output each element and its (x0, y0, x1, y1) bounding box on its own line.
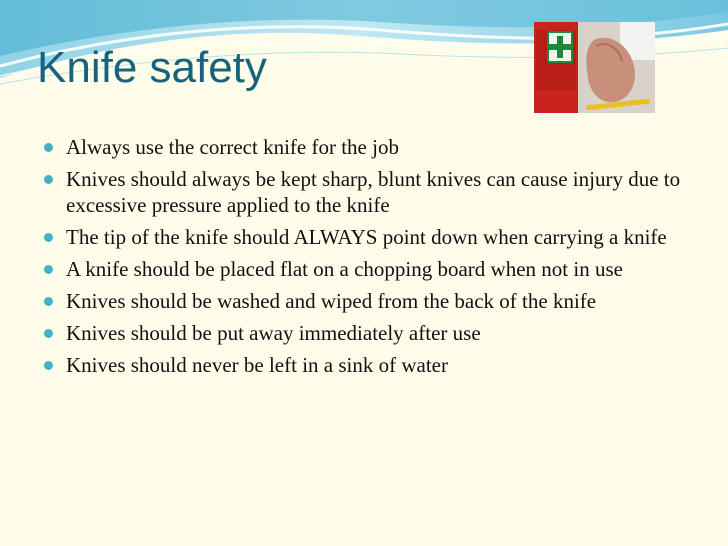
first-aid-kit-photo (534, 22, 655, 113)
bullet-dot-icon (44, 265, 53, 274)
bullet-text: Knives should never be left in a sink of water (66, 353, 448, 377)
bullet-item (44, 320, 694, 346)
bullet-dot-icon (44, 175, 53, 184)
bullet-text: Knives should be washed and wiped from the back of the knife (66, 289, 597, 313)
bullet-text: Knives should always be kept sharp, blunt knives can cause injury due to excessive pressure applied to the knife (66, 167, 681, 217)
bullet-dot-icon (44, 329, 53, 338)
bullet-item (44, 166, 694, 218)
bullet-item (44, 288, 694, 314)
bullet-dot-icon (44, 361, 53, 370)
bullet-text: Always use the correct knife for the job (66, 135, 399, 159)
bullet-list (44, 134, 694, 384)
bullet-text: A knife should be placed flat on a chopping board when not in use (66, 257, 623, 281)
bullet-item (44, 224, 694, 250)
bullet-text: Knives should be put away immediately after use (66, 321, 481, 345)
bullet-text: The tip of the knife should ALWAYS point down when carrying a knife (66, 225, 667, 249)
bullet-dot-icon (44, 233, 53, 242)
bullet-dot-icon (44, 297, 53, 306)
slide-title: Knife safety (37, 43, 267, 92)
bullet-item (44, 134, 694, 160)
bullet-item (44, 256, 694, 282)
bullet-dot-icon (44, 143, 53, 152)
bullet-item (44, 352, 694, 378)
